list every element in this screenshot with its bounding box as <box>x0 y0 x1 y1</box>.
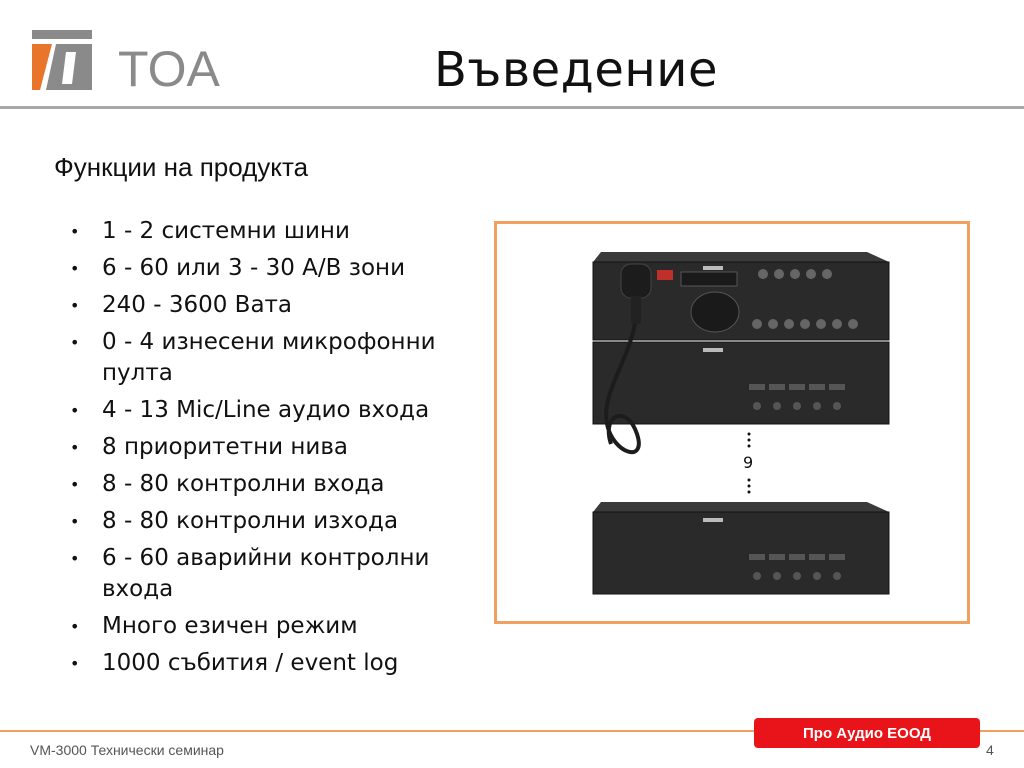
unit-count-indicator <box>743 433 753 494</box>
bullet-icon: • <box>70 259 80 278</box>
list-item: • 6 - 60 или 3 - 30 A/B зони <box>70 253 490 284</box>
list-item: • Много езичен режим <box>70 611 490 642</box>
extension-unit-image <box>593 342 889 424</box>
bullet-icon: • <box>70 222 80 241</box>
product-image <box>497 224 967 621</box>
bullet-icon: • <box>70 512 80 531</box>
list-item: • 8 приоритетни нива <box>70 432 490 463</box>
logo-text: TOA <box>118 41 220 96</box>
list-item: • 240 - 3600 Вата <box>70 290 490 321</box>
bullet-icon: • <box>70 654 80 673</box>
unit-count-label: 9 <box>743 453 754 472</box>
bottom-unit-image <box>593 502 889 594</box>
list-item: • 0 - 4 изнесени микрофонни пулта <box>70 329 436 386</box>
bullet-icon: • <box>70 401 80 420</box>
bullet-icon: • <box>70 296 80 315</box>
feature-list <box>70 216 490 685</box>
list-item: • 1000 събития / event log <box>70 648 490 679</box>
header-divider <box>0 106 1024 109</box>
section-subtitle: Функции на продукта <box>54 152 309 182</box>
list-item: • 8 - 80 контролни изхода <box>70 506 490 537</box>
page-title: Въведение <box>434 42 718 98</box>
bullet-icon: • <box>70 617 80 636</box>
bullet-icon: • <box>70 333 80 352</box>
bullet-icon: • <box>70 549 80 568</box>
list-item: • 4 - 13 Mic/Line аудио входа <box>70 395 490 426</box>
bullet-icon: • <box>70 438 80 457</box>
list-item: • 6 - 60 аварийни контролни входа <box>70 545 430 602</box>
footer-caption: VM-3000 Технически семинар <box>30 742 224 758</box>
bullet-icon: • <box>70 475 80 494</box>
list-item: • 1 - 2 системни шини <box>70 216 490 247</box>
list-item: • 8 - 80 контролни входа <box>70 469 490 500</box>
toa-logo <box>32 22 232 96</box>
product-image-frame <box>494 221 970 624</box>
company-badge: Про Аудио ЕООД <box>754 718 980 748</box>
page-number: 4 <box>986 742 994 758</box>
